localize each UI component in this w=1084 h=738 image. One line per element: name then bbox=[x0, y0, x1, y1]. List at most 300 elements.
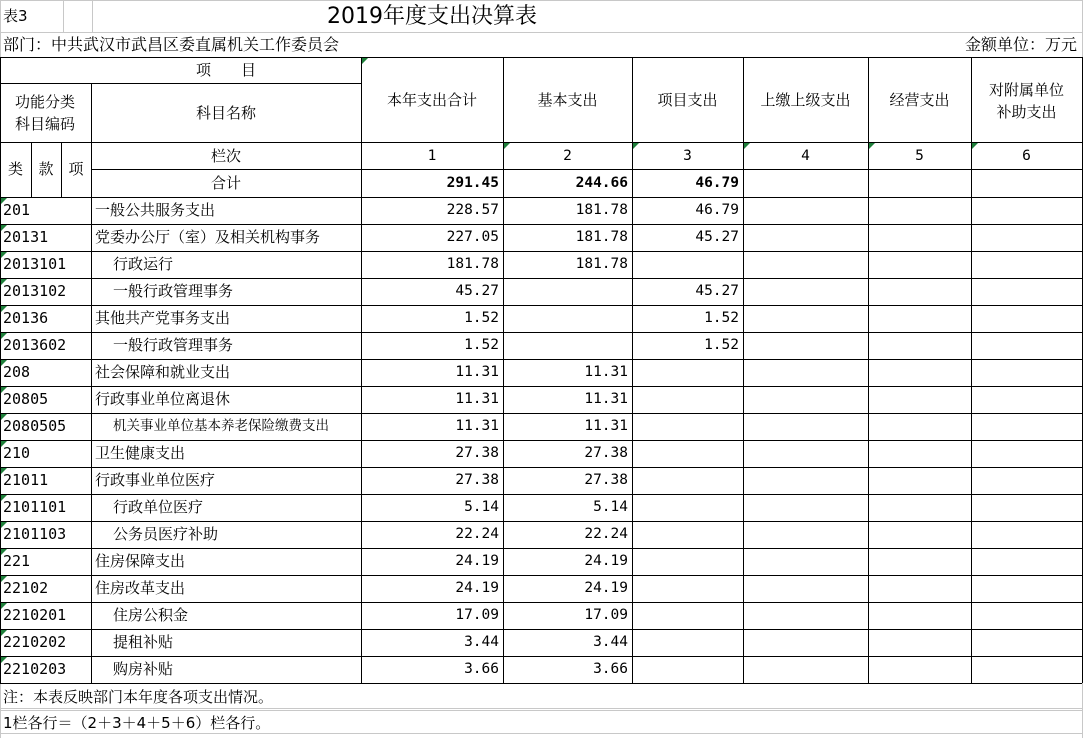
row-value-col-1[interactable] bbox=[361, 629, 503, 656]
row-value-col-5[interactable] bbox=[868, 494, 971, 521]
total-col-3-text: 46.79 bbox=[695, 175, 739, 192]
total-col-6[interactable] bbox=[971, 170, 1082, 197]
total-col-1[interactable] bbox=[361, 170, 503, 197]
row-value-col-4[interactable] bbox=[743, 305, 868, 332]
header-item[interactable] bbox=[91, 58, 361, 82]
row-code-text: 2080505 bbox=[3, 417, 67, 435]
row-value-col-4[interactable] bbox=[743, 575, 868, 602]
row-value-col-3[interactable] bbox=[632, 575, 743, 602]
row-value-col-1-text: 227.05 bbox=[446, 229, 499, 246]
total-col-1-text: 291.45 bbox=[446, 175, 499, 192]
row-code-text: 20131 bbox=[3, 228, 49, 246]
grid-line bbox=[61, 142, 62, 197]
row-value-col-3[interactable] bbox=[632, 548, 743, 575]
row-value-col-2-text: 181.78 bbox=[575, 202, 628, 219]
row-value-col-3-text: 45.27 bbox=[695, 283, 739, 300]
header-func-code-line-2: 科目编码 bbox=[14, 115, 75, 133]
row-value-col-1[interactable] bbox=[361, 359, 503, 386]
row-value-col-5[interactable] bbox=[868, 602, 971, 629]
row-code[interactable] bbox=[0, 386, 91, 413]
row-value-col-6[interactable] bbox=[971, 251, 1082, 278]
header-lei[interactable] bbox=[0, 143, 31, 196]
row-subject-name[interactable] bbox=[91, 602, 361, 629]
row-subject-name-text: 购房补贴 bbox=[113, 660, 174, 678]
row-value-col-3-text: 46.79 bbox=[695, 202, 739, 219]
row-value-col-5[interactable] bbox=[868, 197, 971, 224]
header-func-code[interactable] bbox=[0, 84, 90, 142]
row-value-col-6[interactable] bbox=[971, 278, 1082, 305]
note-1[interactable] bbox=[0, 684, 1082, 710]
row-value-col-6[interactable] bbox=[971, 305, 1082, 332]
grid-line bbox=[0, 142, 361, 143]
row-value-col-4[interactable] bbox=[743, 629, 868, 656]
cell-marker-icon bbox=[1, 333, 7, 339]
row-value-col-2[interactable] bbox=[503, 332, 632, 359]
row-code-text: 21011 bbox=[3, 471, 49, 489]
header-col-index-1-text: 1 bbox=[427, 148, 437, 165]
header-col-index-2-text: 2 bbox=[563, 148, 572, 165]
row-value-col-4[interactable] bbox=[743, 278, 868, 305]
note-2-text: 1栏各行＝（2＋3＋4＋5＋6）栏各行。 bbox=[3, 713, 271, 732]
row-value-col-5[interactable] bbox=[868, 332, 971, 359]
header-col-1[interactable] bbox=[361, 58, 503, 143]
row-value-col-2[interactable] bbox=[503, 440, 632, 467]
row-subject-name[interactable] bbox=[91, 467, 361, 494]
total-col-2-text: 244.66 bbox=[575, 175, 628, 192]
row-value-col-6[interactable] bbox=[971, 413, 1082, 440]
row-value-col-1-text: 11.31 bbox=[455, 418, 499, 435]
row-code-text: 201 bbox=[3, 201, 31, 219]
row-value-col-1-text: 3.66 bbox=[464, 661, 499, 678]
row-subject-name[interactable] bbox=[91, 656, 361, 683]
row-value-col-3[interactable] bbox=[632, 278, 743, 305]
grid-line bbox=[0, 197, 1082, 198]
cell-marker-icon bbox=[1, 468, 7, 474]
row-value-col-4[interactable] bbox=[743, 386, 868, 413]
row-value-col-5[interactable] bbox=[868, 251, 971, 278]
row-value-col-6[interactable] bbox=[971, 467, 1082, 494]
grid-line bbox=[91, 169, 1082, 170]
header-col-2[interactable] bbox=[503, 58, 632, 143]
cell-marker-icon bbox=[1, 414, 7, 420]
row-subject-name[interactable] bbox=[91, 278, 361, 305]
row-subject-name[interactable] bbox=[91, 440, 361, 467]
row-code[interactable] bbox=[0, 359, 91, 386]
row-value-col-5[interactable] bbox=[868, 278, 971, 305]
note-1-text: 注：本表反映部门本年度各项支出情况。 bbox=[3, 687, 274, 706]
row-value-col-2-text: 11.31 bbox=[584, 364, 628, 381]
header-col-index-2[interactable] bbox=[503, 143, 632, 170]
row-code-text: 2101103 bbox=[3, 525, 67, 543]
row-subject-name-text: 机关事业单位基本养老保险缴费支出 bbox=[113, 417, 329, 434]
header-col-index-3[interactable] bbox=[632, 143, 743, 170]
row-value-col-1[interactable] bbox=[361, 602, 503, 629]
grid-line bbox=[868, 197, 869, 683]
row-value-col-2[interactable] bbox=[503, 251, 632, 278]
row-value-col-2-text: 11.31 bbox=[584, 418, 628, 435]
grid-line bbox=[91, 142, 92, 197]
row-value-col-6[interactable] bbox=[971, 575, 1082, 602]
row-code-text: 2013101 bbox=[3, 255, 67, 273]
row-value-col-5[interactable] bbox=[868, 305, 971, 332]
row-value-col-1[interactable] bbox=[361, 224, 503, 251]
grid-line bbox=[91, 197, 92, 683]
row-subject-name-text: 提租补贴 bbox=[113, 633, 174, 651]
header-col-index-3-text: 3 bbox=[683, 148, 692, 165]
row-value-col-2[interactable] bbox=[503, 467, 632, 494]
note-2[interactable] bbox=[0, 710, 1082, 736]
row-code[interactable] bbox=[0, 440, 91, 467]
row-subject-name-text: 社会保障和就业支出 bbox=[95, 363, 231, 381]
row-value-col-1-text: 181.78 bbox=[446, 256, 499, 273]
cell-marker-icon bbox=[1, 657, 7, 663]
row-code[interactable] bbox=[0, 305, 91, 332]
row-subject-name-text: 住房公积金 bbox=[113, 606, 189, 624]
row-value-col-3[interactable] bbox=[632, 602, 743, 629]
cell-marker-icon bbox=[1, 549, 7, 555]
cell-marker-icon bbox=[972, 143, 978, 149]
row-value-col-2[interactable] bbox=[503, 629, 632, 656]
row-code-text: 20136 bbox=[3, 309, 49, 327]
row-value-col-1[interactable] bbox=[361, 278, 503, 305]
header-col-4-text: 上缴上级支出 bbox=[760, 91, 851, 109]
row-value-col-3[interactable] bbox=[632, 467, 743, 494]
row-code-text: 2210203 bbox=[3, 660, 67, 678]
row-value-col-5[interactable] bbox=[868, 656, 971, 683]
row-value-col-3[interactable] bbox=[632, 494, 743, 521]
header-col-index-5[interactable] bbox=[868, 143, 971, 170]
row-code[interactable] bbox=[0, 278, 91, 305]
row-value-col-1-text: 11.31 bbox=[455, 364, 499, 381]
row-value-col-6[interactable] bbox=[971, 386, 1082, 413]
row-subject-name-text: 一般公共服务支出 bbox=[95, 201, 216, 219]
row-value-col-2-text: 22.24 bbox=[584, 526, 628, 543]
row-value-col-1[interactable] bbox=[361, 251, 503, 278]
grid-line bbox=[63, 0, 64, 32]
row-value-col-1[interactable] bbox=[361, 467, 503, 494]
grid-line bbox=[503, 57, 504, 197]
row-code[interactable] bbox=[0, 575, 91, 602]
row-value-col-2[interactable] bbox=[503, 521, 632, 548]
row-value-col-4[interactable] bbox=[743, 440, 868, 467]
unit-label-text: 金额单位：万元 bbox=[964, 35, 1077, 54]
grid-line bbox=[0, 57, 1, 197]
sheet-label[interactable] bbox=[0, 3, 62, 29]
cell-marker-icon bbox=[744, 143, 750, 149]
row-subject-name-text: 行政运行 bbox=[113, 255, 174, 273]
row-subject-name[interactable] bbox=[91, 521, 361, 548]
row-code[interactable] bbox=[0, 602, 91, 629]
row-value-col-1[interactable] bbox=[361, 575, 503, 602]
row-value-col-3[interactable] bbox=[632, 359, 743, 386]
row-value-col-2[interactable] bbox=[503, 548, 632, 575]
row-value-col-6[interactable] bbox=[971, 548, 1082, 575]
row-value-col-4[interactable] bbox=[743, 413, 868, 440]
row-value-col-5[interactable] bbox=[868, 386, 971, 413]
row-code-text: 2013102 bbox=[3, 282, 67, 300]
row-value-col-6[interactable] bbox=[971, 521, 1082, 548]
cell-marker-icon bbox=[1, 360, 7, 366]
row-value-col-3-text: 45.27 bbox=[695, 229, 739, 246]
row-value-col-2[interactable] bbox=[503, 197, 632, 224]
cell-marker-icon bbox=[1, 306, 7, 312]
row-code[interactable] bbox=[0, 494, 91, 521]
row-value-col-5[interactable] bbox=[868, 467, 971, 494]
table-title-text: 2019年度支出决算表 bbox=[327, 4, 537, 29]
grid-line bbox=[868, 57, 869, 197]
row-value-col-2[interactable] bbox=[503, 494, 632, 521]
total-col-5[interactable] bbox=[868, 170, 971, 197]
row-code[interactable] bbox=[0, 521, 91, 548]
row-code[interactable] bbox=[0, 332, 91, 359]
row-value-col-4[interactable] bbox=[743, 602, 868, 629]
row-value-col-6[interactable] bbox=[971, 602, 1082, 629]
row-value-col-5[interactable] bbox=[868, 440, 971, 467]
row-value-col-2[interactable] bbox=[503, 575, 632, 602]
row-value-col-3[interactable] bbox=[632, 197, 743, 224]
row-code[interactable] bbox=[0, 413, 91, 440]
grid-line bbox=[632, 197, 633, 683]
row-value-col-2[interactable] bbox=[503, 413, 632, 440]
row-code[interactable] bbox=[0, 629, 91, 656]
header-heji-text: 合计 bbox=[210, 174, 241, 192]
total-col-4[interactable] bbox=[743, 170, 868, 197]
row-value-col-3-text: 1.52 bbox=[704, 337, 739, 354]
row-value-col-4[interactable] bbox=[743, 467, 868, 494]
row-value-col-6[interactable] bbox=[971, 656, 1082, 683]
grid-line bbox=[1082, 57, 1083, 197]
cell-marker-icon bbox=[1, 225, 7, 231]
row-value-col-3[interactable] bbox=[632, 521, 743, 548]
row-subject-name-text: 卫生健康支出 bbox=[95, 444, 186, 462]
cell-marker-icon bbox=[1, 279, 7, 285]
row-value-col-1-text: 22.24 bbox=[455, 526, 499, 543]
row-value-col-4[interactable] bbox=[743, 224, 868, 251]
row-value-col-2[interactable] bbox=[503, 224, 632, 251]
cell-marker-icon bbox=[1, 576, 7, 582]
row-subject-name[interactable] bbox=[91, 629, 361, 656]
row-value-col-6[interactable] bbox=[971, 197, 1082, 224]
cell-marker-icon bbox=[869, 143, 875, 149]
row-value-col-2[interactable] bbox=[503, 386, 632, 413]
row-value-col-1[interactable] bbox=[361, 197, 503, 224]
row-subject-name[interactable] bbox=[91, 251, 361, 278]
row-value-col-1-text: 45.27 bbox=[455, 283, 499, 300]
header-col-4[interactable] bbox=[743, 58, 868, 143]
row-value-col-4[interactable] bbox=[743, 251, 868, 278]
header-xiang-text: 项 bbox=[68, 160, 84, 178]
row-value-col-3[interactable] bbox=[632, 629, 743, 656]
row-subject-name[interactable] bbox=[91, 575, 361, 602]
header-col-5[interactable] bbox=[868, 58, 971, 143]
row-value-col-1-text: 17.09 bbox=[455, 607, 499, 624]
grid-line bbox=[0, 0, 1082, 1]
grid-line bbox=[361, 197, 362, 683]
header-col-3[interactable] bbox=[632, 58, 743, 143]
header-subject-name[interactable] bbox=[91, 84, 361, 142]
header-col-5-text: 经营支出 bbox=[889, 91, 950, 109]
row-value-col-4[interactable] bbox=[743, 197, 868, 224]
row-value-col-2-text: 27.38 bbox=[584, 472, 628, 489]
row-value-col-1[interactable] bbox=[361, 494, 503, 521]
row-value-col-2-text: 3.44 bbox=[593, 634, 628, 651]
row-value-col-1-text: 5.14 bbox=[464, 499, 499, 516]
grid-line bbox=[503, 197, 504, 683]
cell-marker-icon bbox=[1, 252, 7, 258]
grid-line bbox=[361, 57, 362, 197]
header-lanci[interactable] bbox=[91, 143, 361, 169]
table-title[interactable] bbox=[92, 2, 772, 32]
row-value-col-3[interactable] bbox=[632, 251, 743, 278]
header-col-index-6[interactable] bbox=[971, 143, 1082, 170]
row-value-col-1[interactable] bbox=[361, 521, 503, 548]
row-subject-name[interactable] bbox=[91, 386, 361, 413]
row-subject-name[interactable] bbox=[91, 494, 361, 521]
header-col-index-1[interactable] bbox=[361, 143, 503, 170]
row-value-col-4[interactable] bbox=[743, 656, 868, 683]
row-value-col-1[interactable] bbox=[361, 656, 503, 683]
row-value-col-1[interactable] bbox=[361, 440, 503, 467]
row-subject-name[interactable] bbox=[91, 548, 361, 575]
row-value-col-2-text: 24.19 bbox=[584, 553, 628, 570]
row-code-text: 2210201 bbox=[3, 606, 67, 624]
grid-line bbox=[91, 83, 92, 142]
row-value-col-2-text: 27.38 bbox=[584, 445, 628, 462]
grid-line bbox=[0, 83, 361, 84]
grid-line bbox=[0, 197, 1, 683]
row-value-col-3[interactable] bbox=[632, 440, 743, 467]
row-value-col-6[interactable] bbox=[971, 332, 1082, 359]
row-value-col-2-text: 5.14 bbox=[593, 499, 628, 516]
row-subject-name[interactable] bbox=[91, 332, 361, 359]
row-value-col-1-text: 1.52 bbox=[464, 310, 499, 327]
row-value-col-2[interactable] bbox=[503, 305, 632, 332]
row-code-text: 20805 bbox=[3, 390, 49, 408]
row-subject-name[interactable] bbox=[91, 197, 361, 224]
row-value-col-4[interactable] bbox=[743, 548, 868, 575]
row-value-col-4[interactable] bbox=[743, 521, 868, 548]
row-subject-name-text: 党委办公厅（室）及相关机构事务 bbox=[95, 228, 321, 246]
row-value-col-5[interactable] bbox=[868, 224, 971, 251]
row-value-col-1-text: 3.44 bbox=[464, 634, 499, 651]
row-value-col-3[interactable] bbox=[632, 305, 743, 332]
header-col-1-text: 本年支出合计 bbox=[386, 91, 477, 109]
row-value-col-1-text: 1.52 bbox=[464, 337, 499, 354]
row-subject-name[interactable] bbox=[91, 305, 361, 332]
row-value-col-1[interactable] bbox=[361, 413, 503, 440]
row-code[interactable] bbox=[0, 224, 91, 251]
header-col-6-line-1: 对附属单位 bbox=[988, 80, 1064, 99]
total-col-3[interactable] bbox=[632, 170, 743, 197]
row-value-col-5[interactable] bbox=[868, 521, 971, 548]
row-subject-name[interactable] bbox=[91, 224, 361, 251]
row-value-col-5[interactable] bbox=[868, 629, 971, 656]
row-value-col-1[interactable] bbox=[361, 548, 503, 575]
row-value-col-2-text: 11.31 bbox=[584, 391, 628, 408]
row-value-col-4[interactable] bbox=[743, 359, 868, 386]
row-value-col-2[interactable] bbox=[503, 359, 632, 386]
row-code-text: 221 bbox=[3, 552, 31, 570]
row-value-col-1[interactable] bbox=[361, 332, 503, 359]
grid-line bbox=[971, 197, 972, 683]
header-subject-name-text: 科目名称 bbox=[195, 103, 256, 122]
header-col-index-4-text: 4 bbox=[801, 148, 810, 165]
row-code-text: 208 bbox=[3, 363, 31, 381]
row-code-text: 2013602 bbox=[3, 336, 67, 354]
row-value-col-2-text: 181.78 bbox=[575, 256, 628, 273]
row-subject-name-text: 住房保障支出 bbox=[95, 552, 186, 570]
total-col-2[interactable] bbox=[503, 170, 632, 197]
cell-marker-icon bbox=[1, 387, 7, 393]
header-col-6[interactable] bbox=[971, 58, 1082, 143]
row-value-col-1[interactable] bbox=[361, 386, 503, 413]
header-col-index-6-text: 6 bbox=[1022, 148, 1031, 165]
row-subject-name-text: 行政事业单位离退休 bbox=[95, 390, 231, 408]
row-value-col-6[interactable] bbox=[971, 629, 1082, 656]
row-value-col-3[interactable] bbox=[632, 224, 743, 251]
row-subject-name[interactable] bbox=[91, 359, 361, 386]
row-value-col-1-text: 27.38 bbox=[455, 472, 499, 489]
row-value-col-1-text: 27.38 bbox=[455, 445, 499, 462]
row-value-col-2[interactable] bbox=[503, 656, 632, 683]
row-value-col-3[interactable] bbox=[632, 413, 743, 440]
cell-marker-icon bbox=[1, 522, 7, 528]
row-code[interactable] bbox=[0, 251, 91, 278]
unit-label[interactable] bbox=[800, 33, 1082, 57]
row-value-col-6[interactable] bbox=[971, 440, 1082, 467]
cell-marker-icon bbox=[1, 630, 7, 636]
row-value-col-2-text: 17.09 bbox=[584, 607, 628, 624]
grid-line bbox=[31, 142, 32, 197]
row-value-col-5[interactable] bbox=[868, 575, 971, 602]
row-code-text: 22102 bbox=[3, 579, 49, 597]
row-code[interactable] bbox=[0, 467, 91, 494]
row-value-col-5[interactable] bbox=[868, 359, 971, 386]
row-value-col-5[interactable] bbox=[868, 413, 971, 440]
header-lanci-text: 栏次 bbox=[210, 146, 241, 165]
row-value-col-1[interactable] bbox=[361, 305, 503, 332]
cell-marker-icon bbox=[1, 441, 7, 447]
row-value-col-3[interactable] bbox=[632, 386, 743, 413]
row-value-col-3[interactable] bbox=[632, 656, 743, 683]
header-kuan[interactable] bbox=[31, 143, 61, 196]
cell-marker-icon bbox=[1, 495, 7, 501]
cell-marker-icon bbox=[1, 603, 7, 609]
row-code[interactable] bbox=[0, 548, 91, 575]
row-value-col-4[interactable] bbox=[743, 494, 868, 521]
row-value-col-3[interactable] bbox=[632, 332, 743, 359]
header-col-2-text: 基本支出 bbox=[537, 91, 598, 109]
row-code[interactable] bbox=[0, 656, 91, 683]
header-col-index-4[interactable] bbox=[743, 143, 868, 170]
header-xiang[interactable] bbox=[61, 143, 91, 196]
header-heji[interactable] bbox=[91, 170, 361, 197]
row-value-col-6[interactable] bbox=[971, 494, 1082, 521]
department-label[interactable] bbox=[0, 33, 700, 57]
grid-line bbox=[971, 57, 972, 197]
row-value-col-5[interactable] bbox=[868, 548, 971, 575]
row-subject-name-text: 一般行政管理事务 bbox=[113, 336, 234, 354]
row-value-col-2[interactable] bbox=[503, 278, 632, 305]
row-subject-name[interactable] bbox=[91, 413, 361, 440]
row-code[interactable] bbox=[0, 197, 91, 224]
row-value-col-2-text: 181.78 bbox=[575, 229, 628, 246]
row-value-col-2-text: 24.19 bbox=[584, 580, 628, 597]
row-value-col-6[interactable] bbox=[971, 224, 1082, 251]
row-value-col-4[interactable] bbox=[743, 332, 868, 359]
row-value-col-2[interactable] bbox=[503, 602, 632, 629]
row-value-col-6[interactable] bbox=[971, 359, 1082, 386]
